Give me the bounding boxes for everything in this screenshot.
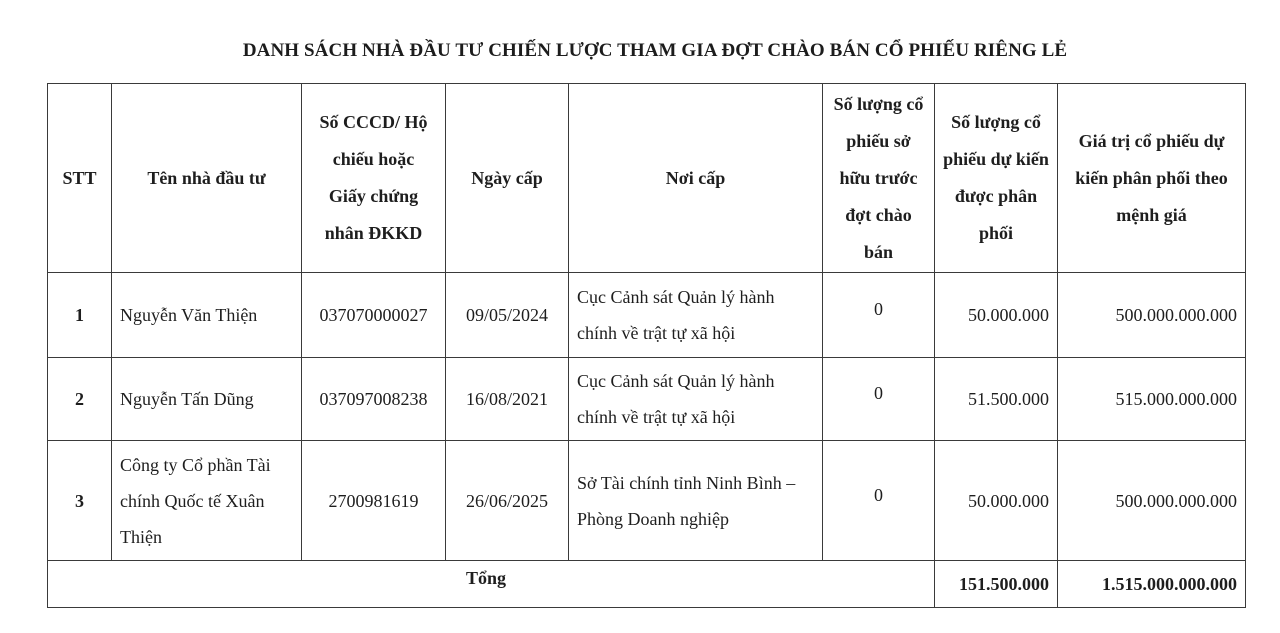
column-header-shares-owned-before: Số lượng cổ phiếu sở hữu trước đợt chào bán <box>823 84 935 273</box>
cell-par-value: 500.000.000.000 <box>1058 273 1246 358</box>
cell-investor-name: Nguyễn Văn Thiện <box>112 273 302 358</box>
total-label: Tổng <box>465 568 507 588</box>
total-label-cell <box>48 561 935 608</box>
column-header-par-value: Giá trị cổ phiếu dự kiến phân phối theo mệnh giá <box>1058 84 1246 273</box>
total-shares-allocated: 151.500.000 <box>935 561 1058 608</box>
cell-id-number: 037070000027 <box>302 273 446 358</box>
cell-issue-date: 09/05/2024 <box>446 273 569 358</box>
column-header-investor-name: Tên nhà đầu tư <box>112 84 302 273</box>
table-row <box>48 441 1246 561</box>
total-par-value: 1.515.000.000.000 <box>1058 561 1246 608</box>
total-row <box>48 561 1246 608</box>
cell-issue-place: Sở Tài chính tỉnh Ninh Bình – Phòng Doanh nghiệp <box>569 441 823 561</box>
investor-table <box>47 83 1246 608</box>
table-row <box>48 273 1246 358</box>
cell-shares-owned-before <box>823 273 935 358</box>
cell-issue-place: Cục Cảnh sát Quản lý hành chính về trật tự xã hội <box>569 273 823 358</box>
cell-issue-place: Cục Cảnh sát Quản lý hành chính về trật tự xã hội <box>569 358 823 441</box>
cell-par-value: 500.000.000.000 <box>1058 441 1246 561</box>
cell-stt: 1 <box>48 273 112 358</box>
shares-owned-value: 0 <box>874 299 883 319</box>
shares-owned-value: 0 <box>874 383 883 403</box>
cell-stt: 3 <box>48 441 112 561</box>
cell-issue-date: 26/06/2025 <box>446 441 569 561</box>
cell-investor-name: Nguyễn Tấn Dũng <box>112 358 302 441</box>
shares-owned-value: 0 <box>874 484 883 505</box>
column-header-shares-allocated: Số lượng cổ phiếu dự kiến được phân phối <box>935 84 1058 273</box>
cell-shares-owned-before <box>823 358 935 441</box>
cell-par-value: 515.000.000.000 <box>1058 358 1246 441</box>
cell-shares-allocated: 50.000.000 <box>935 273 1058 358</box>
cell-stt: 2 <box>48 358 112 441</box>
column-header-stt: STT <box>48 84 112 273</box>
table-header-row <box>48 84 1246 273</box>
column-header-issue-date: Ngày cấp <box>446 84 569 273</box>
cell-id-number: 037097008238 <box>302 358 446 441</box>
cell-investor-name: Công ty Cổ phần Tài chính Quốc tế Xuân Thiện <box>112 441 302 561</box>
column-header-id-number: Số CCCD/ Hộ chiếu hoặc Giấy chứng nhân ĐKKD <box>302 84 446 273</box>
cell-shares-allocated: 51.500.000 <box>935 358 1058 441</box>
cell-issue-date: 16/08/2021 <box>446 358 569 441</box>
cell-shares-allocated: 50.000.000 <box>935 441 1058 561</box>
document-title: DANH SÁCH NHÀ ĐẦU TƯ CHIẾN LƯỢC THAM GIA ĐỢT CHÀO BÁN CỔ PHIẾU RIÊNG LẺ <box>242 40 1068 61</box>
table-row <box>48 358 1246 441</box>
column-header-issue-place: Nơi cấp <box>569 84 823 273</box>
cell-id-number: 2700981619 <box>302 441 446 561</box>
cell-shares-owned-before <box>823 441 935 561</box>
